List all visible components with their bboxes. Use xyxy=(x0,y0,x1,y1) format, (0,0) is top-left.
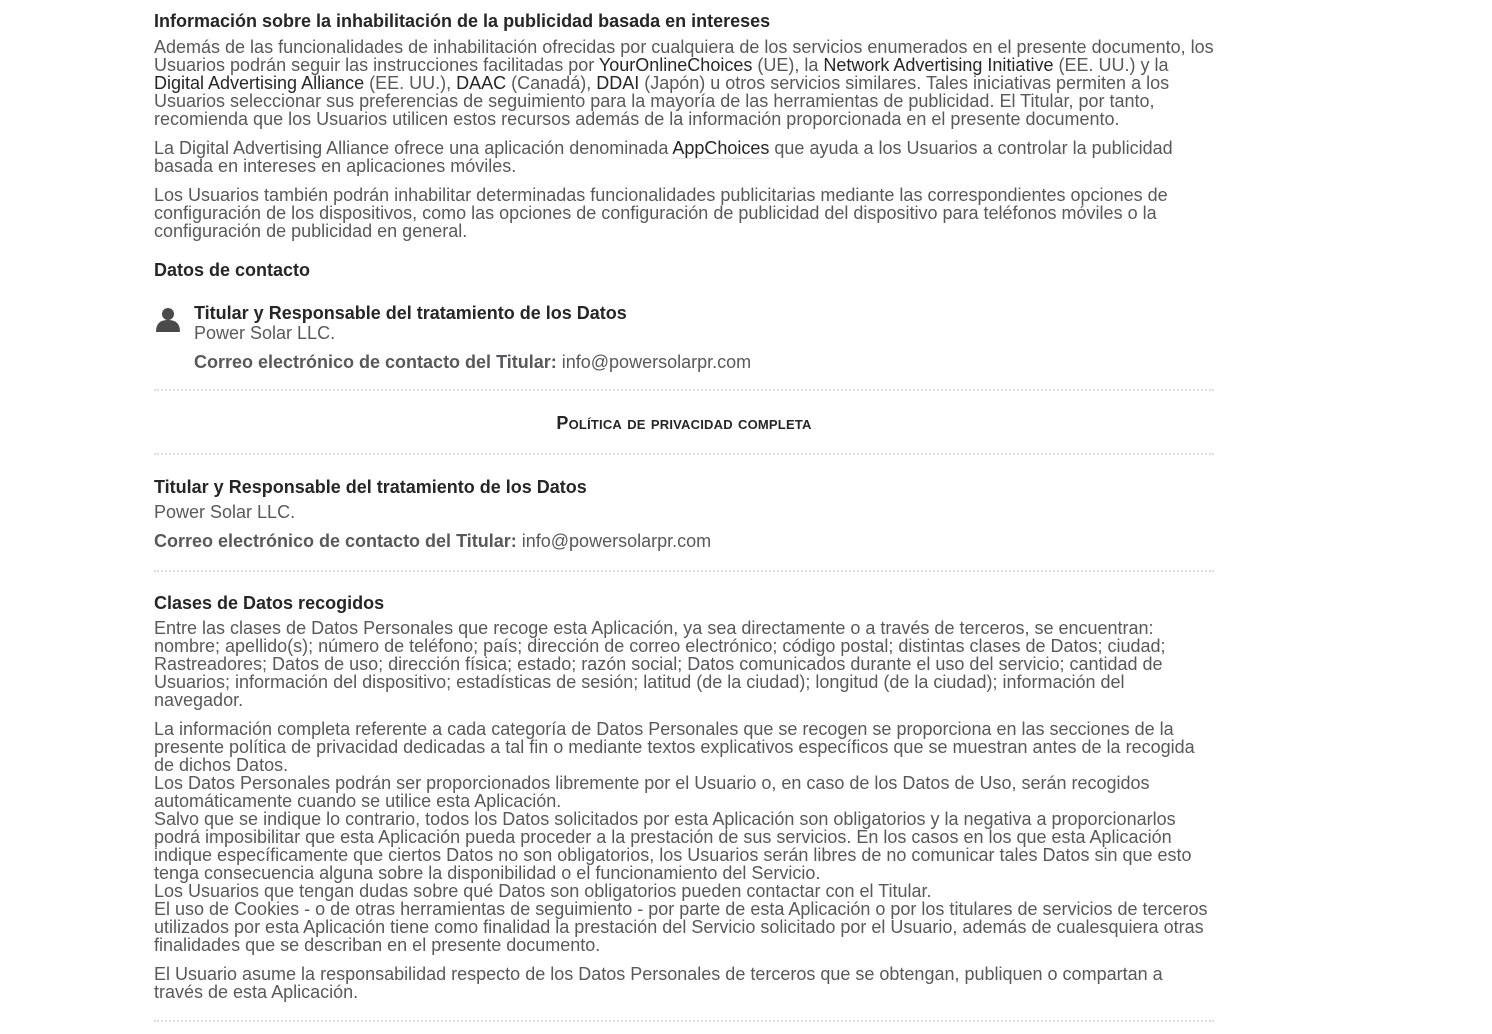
network-advertising-initiative-link[interactable]: Network Advertising Initiative xyxy=(823,55,1054,75)
separator-4 xyxy=(154,1020,1214,1022)
full-policy-heading: Política de privacidad completa xyxy=(556,413,812,433)
separator-1 xyxy=(154,389,1214,391)
ads-optout-heading: Información sobre la inhabilitación de la publicidad basada en intereses xyxy=(154,11,771,31)
data-types-line-1: La información completa referente a cada categoría de Datos Personales que se recogen se proporciona en las secciones de la presente política de privacidad dedicadas a tal fin o mediante textos explicativos específicos que se muestran antes de la recogida de dichos Datos. xyxy=(154,719,1195,775)
separator-2 xyxy=(154,453,1214,455)
ddai-link[interactable]: DDAI xyxy=(596,73,640,93)
data-types-paragraph-1: Entre las clases de Datos Personales que recoge esta Aplicación, ya sea directamente o a través de terceros, se encuentran: nombre; apellido(s); número de teléfono; país; dirección de correo electrónico; código postal; distintas clases de Datos; ciudad; Rastreadores; Datos de uso; dirección física; estado; razón social; Datos comunicados durante el uso del servicio; cantidad de Usuarios; información del dispositivo; estadísticas de sesión; latitud (de la ciudad); longitud (de la ciudad); información del navegador. xyxy=(154,618,1166,710)
data-types-line-3: Salvo que se indique lo contrario, todos los Datos solicitados por esta Aplicación son obligatorios y la negativa a proporcionarlos podrá imposibilitar que esta Aplicación pueda proceder a la prestación de sus servicios. En los casos en los que esta Aplicación indique específicamente que ciertos Datos no son obligatorios, los Usuarios serán libres de no comunicar tales Datos sin que esto tenga consecuencia alguna sobre la disponibilidad o el funcionamiento del Servicio. xyxy=(154,809,1192,883)
owner-heading: Titular y Responsable del tratamiento de los Datos xyxy=(154,477,587,497)
daac-link[interactable]: DAAC xyxy=(456,73,507,93)
contact-email-line xyxy=(194,353,1214,371)
data-types-line-4: Los Usuarios que tengan dudas sobre qué Datos son obligatorios pueden contactar con el Titular. xyxy=(154,881,932,901)
contact-owner-name: Power Solar LLC. xyxy=(194,323,336,343)
appchoices-link[interactable]: AppChoices xyxy=(672,138,770,158)
data-types-line-5: El uso de Cookies - o de otras herramientas de seguimiento - por parte de esta Aplicación o por los titulares de servicios de terceros utilizados por esta Aplicación tiene como finalidad la prestación del Servicio solicitado por el Usuario, además de cualesquiera otras finalidades que se describan en el presente documento. xyxy=(154,899,1208,955)
owner-email-label: Correo electrónico de contacto del Titular: xyxy=(154,531,517,551)
contact-heading: Datos de contacto xyxy=(154,260,311,280)
separator-3 xyxy=(154,570,1214,572)
digital-advertising-alliance-link[interactable]: Digital Advertising Alliance xyxy=(154,73,365,93)
owner-email-line xyxy=(154,532,711,550)
youronlinechoices-link[interactable]: YourOnlineChoices xyxy=(598,55,753,75)
ads-optout-paragraph-1: Además de las funcionalidades de inhabilitación ofrecidas por cualquiera de los servicios enumerados en el presente documento, los Usuarios podrán seguir las instrucciones facilitadas por YourOnlineChoices (UE), la Network Advertising Initiative (EE. UU.) y la Digital Advertising Alliance (EE. UU.), DAAC (Canadá), DDAI (Japón) u otros servicios similares. Tales iniciativas permiten a los Usuarios seleccionar sus preferencias de seguimiento para la mayoría de las herramientas de publicidad. El Titular, por tanto, recomienda que los Usuarios utilicen estos recursos además de la información proporcionada en el presente documento. xyxy=(154,37,1214,129)
contact-email-label: Correo electrónico de contacto del Titular: xyxy=(194,352,557,372)
owner-email-value: info@powersolarpr.com xyxy=(521,531,712,551)
data-types-heading: Clases de Datos recogidos xyxy=(154,593,385,613)
owner-name: Power Solar LLC. xyxy=(154,502,296,522)
contact-email-value: info@powersolarpr.com xyxy=(561,352,752,372)
ads-optout-paragraph-3: Los Usuarios también podrán inhabilitar determinadas funcionalidades publicitarias mediante las correspondientes opciones de configuración de los dispositivos, como las opciones de configuración de publicidad del dispositivo para teléfonos móviles o la configuración de publicidad en general. xyxy=(154,185,1168,241)
data-types-paragraph-3: El Usuario asume la responsabilidad respecto de los Datos Personales de terceros que se obtengan, publiquen o compartan a través de esta Aplicación. xyxy=(154,964,1163,1002)
ads-optout-paragraph-2: La Digital Advertising Alliance ofrece una aplicación denominada AppChoices que ayuda a los Usuarios a controlar la publicidad basada en intereses en aplicaciones móviles. xyxy=(154,138,1173,176)
contact-owner-title: Titular y Responsable del tratamiento de los Datos xyxy=(194,303,627,323)
data-types-line-2: Los Datos Personales podrán ser proporcionados libremente por el Usuario o, en caso de los Datos de Uso, serán recogidos automáticamente cuando se utilice esta Aplicación. xyxy=(154,773,1150,811)
person-icon xyxy=(154,306,182,332)
data-types-paragraph-2 xyxy=(154,720,1214,954)
contact-block xyxy=(154,302,1214,371)
